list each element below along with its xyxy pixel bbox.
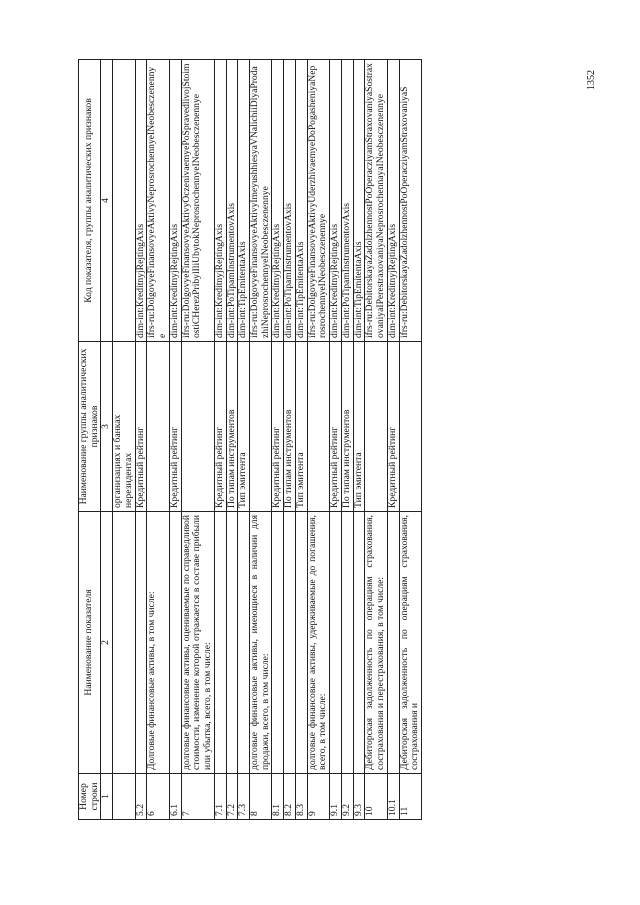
indicator-name (284, 512, 296, 774)
indicator-name (330, 512, 342, 774)
header-num-4: 4 (101, 60, 113, 342)
group-cell (250, 342, 272, 512)
code-cell: dim-int:TipEmitentaAxis (238, 60, 250, 342)
row-number: 7.2 (226, 774, 238, 820)
row-number: 8.2 (284, 774, 296, 820)
table-row (341, 60, 353, 820)
table-row (295, 60, 307, 820)
group-cell (181, 342, 214, 512)
row-number: 7.3 (238, 774, 250, 820)
header-code: Код показателя, группы аналитических признаков (79, 60, 101, 342)
group-cell (365, 342, 387, 512)
row-number: 9.1 (330, 774, 342, 820)
row-number: 8.3 (295, 774, 307, 820)
table-row (353, 60, 365, 820)
header-num-3: 3 (101, 342, 113, 512)
row-number: 7 (181, 774, 214, 820)
code-cell: dim-int:PoTipamInstrumentovAxis (284, 60, 296, 342)
page-number: 1352 (586, 70, 597, 90)
row-number: 9 (307, 774, 329, 820)
group-cell: По типам инструментов (341, 342, 353, 512)
indicator-name (341, 512, 353, 774)
indicator-name: Дебиторская задолженность по операциям страхования, сострахования и перестрахования, в том числе: (365, 512, 387, 774)
table-row (307, 60, 329, 820)
group-cell: По типам инструментов (284, 342, 296, 512)
indicator-name (135, 512, 147, 774)
row-number: 6.1 (169, 774, 181, 820)
indicator-name (272, 512, 284, 774)
indicator-name: долговые финансовые активы, имеющиеся в наличии для продажи, всего, в том числе: (250, 512, 272, 774)
table-row (250, 60, 272, 820)
indicator-name: Дебиторская задолженность по операциям страхования, сострахования и (399, 512, 421, 774)
code-cell: dim-int:PoTipamInstrumentovAxis (341, 60, 353, 342)
indicator-name (353, 512, 365, 774)
table-row (147, 60, 169, 820)
row-number: 8 (250, 774, 272, 820)
row-number: 5.2 (135, 774, 147, 820)
indicator-name: долговые финансовые активы, оцениваемые по справедливой стоимости, изменение которой отражается в составе прибыли или убытка, всего, в том числе: (181, 512, 214, 774)
row-number: 9.3 (353, 774, 365, 820)
table-row (387, 60, 399, 820)
table-row (226, 60, 238, 820)
group-cell: Тип эмитента (295, 342, 307, 512)
code-cell: dim-int:KreditnyjRejtingAxis (330, 60, 342, 342)
group-cell (307, 342, 329, 512)
indicator-name (387, 512, 399, 774)
header-num-1: 1 (101, 774, 113, 820)
indicator-name (169, 512, 181, 774)
group-cell: Кредитный рейтинг (169, 342, 181, 512)
group-cell: Кредитный рейтинг (272, 342, 284, 512)
header-indicator-name: Наименование показателя (79, 512, 101, 774)
group-cell: Кредитный рейтинг (135, 342, 147, 512)
table-row (181, 60, 214, 820)
code-cell: ifrs-ru:DolgovyeFinansovyeAktivyNeprosrochennyeINeobesczenennye (147, 60, 169, 342)
table-row (113, 60, 135, 820)
code-cell: dim-int:TipEmitentaAxis (295, 60, 307, 342)
group-cell: Кредитный рейтинг (330, 342, 342, 512)
code-cell: ifrs-ru:DolgovyeFinansovyeAktivyOczenivaemyePoSpravedlivojStoimostiCHerezPribylIliUbytokNeprosrochennyeINeobesczenennye (181, 60, 214, 342)
row-number: 8.1 (272, 774, 284, 820)
group-cell: Тип эмитента (238, 342, 250, 512)
code-cell: dim-int:KreditnyjRejtingAxis (272, 60, 284, 342)
table-row (238, 60, 250, 820)
table-row (214, 60, 226, 820)
row-number: 10.1 (387, 774, 399, 820)
code-cell: dim-int:KreditnyjRejtingAxis (135, 60, 147, 342)
header-num-2: 2 (101, 512, 113, 774)
rotated-table-page (78, 60, 586, 820)
group-cell: Тип эмитента (353, 342, 365, 512)
table-row (399, 60, 421, 820)
indicator-name (295, 512, 307, 774)
code-cell: ifrs-ru:DolgovyeFinansovyeAktivyImeyushhiesyaVNalichiiDlyaProdazhiNeprosrochennyeINeobesczenennye (250, 60, 272, 342)
group-cell: организациях и банках нерезидентах (113, 342, 135, 512)
indicator-name (238, 512, 250, 774)
header-group-name: Наименование группы аналитических признаков (79, 342, 101, 512)
code-cell: dim-int:KreditnyjRejtingAxis (169, 60, 181, 342)
group-cell: По типам инструментов (226, 342, 238, 512)
indicator-name: Долговые финансовые активы, в том числе: (147, 512, 169, 774)
row-number: 10 (365, 774, 387, 820)
group-cell (147, 342, 169, 512)
row-number: 6 (147, 774, 169, 820)
indicator-table (78, 59, 422, 820)
table-row (284, 60, 296, 820)
code-cell: dim-int:TipEmitentaAxis (353, 60, 365, 342)
group-cell (399, 342, 421, 512)
indicator-name (226, 512, 238, 774)
code-cell: ifrs-ru:DebitorskayaZadolzhennostPoOperacziyamStraxovaniyaSostraxovaniyaIPerestraxovaniyaNeprosrochennayaINeobesczenennye (365, 60, 387, 342)
header-numbers-row (101, 60, 113, 820)
indicator-name (214, 512, 226, 774)
code-cell: ifrs-ru:DolgovyeFinansovyeAktivyUderzhivaemyeDoPogasheniyaNeprosrochennyeINeobesczenennye (307, 60, 329, 342)
row-number: 11 (399, 774, 421, 820)
row-number: 7.1 (214, 774, 226, 820)
indicator-name: долговые финансовые активы, удерживаемые до погашения, всего, в том числе: (307, 512, 329, 774)
code-cell: dim-int:PoTipamInstrumentovAxis (226, 60, 238, 342)
code-cell: ifrs-ru:DebitorskayaZadolzhennostPoOperacziyamStraxovaniyaS (399, 60, 421, 342)
group-cell: Кредитный рейтинг (214, 342, 226, 512)
header-row (79, 60, 101, 820)
table-row (365, 60, 387, 820)
code-cell: dim-int:KreditnyjRejtingAxis (214, 60, 226, 342)
group-cell: Кредитный рейтинг (387, 342, 399, 512)
table-row (135, 60, 147, 820)
table-row (169, 60, 181, 820)
table-row (330, 60, 342, 820)
row-number: 9.2 (341, 774, 353, 820)
table-row (272, 60, 284, 820)
header-row-number: Номер строки (79, 774, 101, 820)
code-cell: dim-int:KreditnyjRejtingAxis (387, 60, 399, 342)
